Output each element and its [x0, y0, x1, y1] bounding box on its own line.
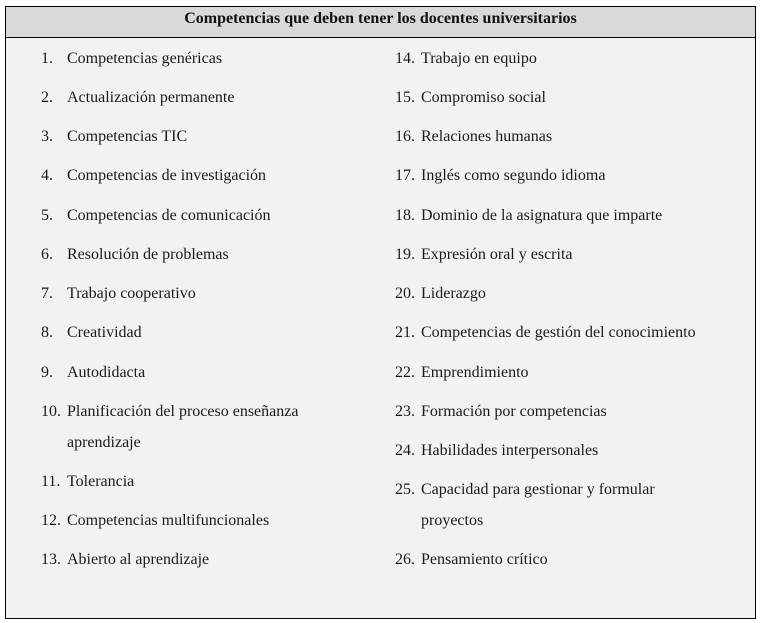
item-text: Capacidad para gestionar y formular	[421, 481, 655, 498]
item-number: 11.	[41, 473, 61, 490]
item-number: 6.	[41, 246, 53, 263]
item-text: Habilidades interpersonales	[421, 442, 599, 459]
item-text: Resolución de problemas	[67, 246, 229, 263]
item-text: Competencias de gestión del conocimiento	[421, 324, 696, 341]
item-text: Emprendimiento	[421, 364, 529, 381]
item-number: 20.	[395, 285, 415, 302]
item-text: Competencias de comunicación	[67, 207, 271, 224]
item-text: Autodidacta	[67, 364, 146, 381]
item-number: 2.	[41, 89, 53, 106]
item-number: 19.	[395, 246, 415, 263]
item-number: 22.	[395, 364, 415, 381]
item-text: Creatividad	[67, 324, 142, 341]
item-number: 21.	[395, 324, 415, 341]
item-number: 16.	[395, 128, 415, 145]
item-number: 14.	[395, 50, 415, 67]
item-number: 15.	[395, 89, 415, 106]
item-number: 4.	[41, 167, 53, 184]
item-number: 25.	[395, 481, 415, 498]
item-text: Planificación del proceso enseñanza	[67, 403, 299, 420]
item-number: 17.	[395, 167, 415, 184]
item-number: 1.	[41, 50, 53, 67]
item-number: 24.	[395, 442, 415, 459]
item-number: 18.	[395, 207, 415, 224]
item-text: Compromiso social	[421, 89, 546, 106]
item-number: 5.	[41, 207, 53, 224]
item-number: 7.	[41, 285, 53, 302]
item-text-continuation: aprendizaje	[67, 434, 141, 451]
competencies-table	[5, 6, 756, 619]
item-text: Expresión oral y escrita	[421, 246, 573, 263]
item-text: Tolerancia	[67, 473, 135, 490]
item-text: Liderazgo	[421, 285, 486, 302]
item-text: Trabajo cooperativo	[67, 285, 196, 302]
item-text: Formación por competencias	[421, 403, 607, 420]
item-text: Actualización permanente	[67, 89, 235, 106]
item-text: Competencias de investigación	[67, 167, 267, 184]
item-number: 12.	[41, 512, 61, 529]
item-text: Competencias multifuncionales	[67, 512, 270, 529]
item-number: 26.	[395, 551, 415, 568]
item-text: Relaciones humanas	[421, 128, 553, 145]
item-text: Pensamiento crítico	[421, 551, 548, 568]
item-number: 8.	[41, 324, 53, 341]
item-text: Trabajo en equipo	[421, 50, 537, 67]
table-title: Competencias que deben tener los docentes universitarios	[6, 7, 755, 38]
item-text: Inglés como segundo idioma	[421, 167, 606, 184]
item-text: Dominio de la asignatura que imparte	[421, 207, 663, 224]
item-number: 13.	[41, 551, 61, 568]
item-text-continuation: proyectos	[421, 512, 484, 529]
item-text: Competencias TIC	[67, 128, 188, 145]
item-number: 3.	[41, 128, 53, 145]
item-number: 23.	[395, 403, 415, 420]
item-text: Abierto al aprendizaje	[67, 551, 210, 568]
item-text: Competencias genéricas	[67, 50, 223, 67]
item-number: 10.	[41, 403, 61, 420]
item-number: 9.	[41, 364, 53, 381]
